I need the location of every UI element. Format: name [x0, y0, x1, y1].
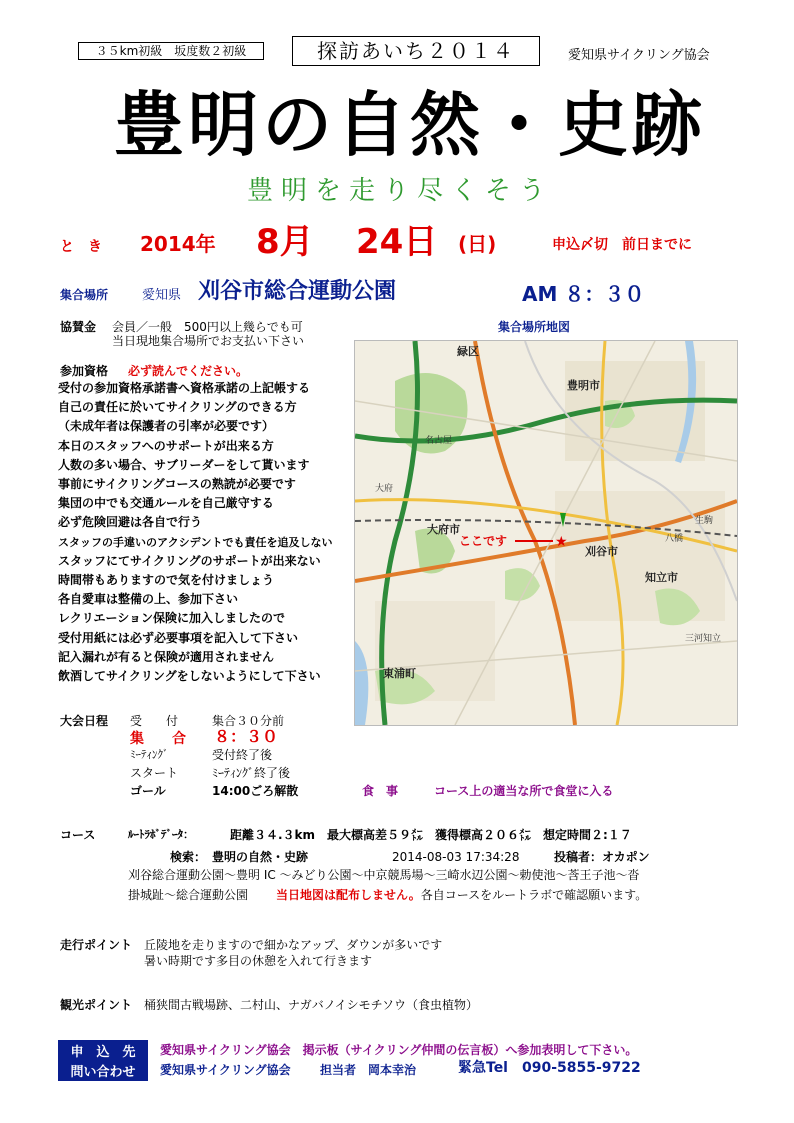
qualification-note: 必ず読んでください。 — [128, 364, 249, 378]
list-item: 受付用紙には必ず必要事項を記入して下さい — [58, 630, 299, 645]
series-title: 探訪あいち２０１４ — [292, 36, 540, 66]
contact-person: 担当者 岡本幸治 — [320, 1063, 417, 1077]
map-label-higashiura: 東浦町 — [383, 667, 416, 680]
course-route-line-1: 刈谷総合運動公園～豊明 IC ～みどり公園～中京競馬場～三崎水辺公園～勅使池～莟王子池～沓 — [128, 868, 640, 882]
qualification-label: 参加資格 — [60, 364, 109, 378]
fee-line-2: 当日現地集合場所でお支払い下さい — [112, 334, 305, 348]
fee-line-1: 会員／一般 500円以上幾らでも可 — [112, 320, 303, 334]
schedule-val-assembly: ８：３０ — [214, 727, 279, 746]
list-item: 受付の参加資格承諾書へ資格承諾の上記帳する — [58, 381, 311, 395]
meeting-place: 刈谷市総合運動公園 — [198, 279, 397, 304]
fee-label: 協賛金 — [60, 320, 97, 334]
map-label-chiryu: 知立市 — [645, 571, 678, 584]
map-label-obu-city: 大府市 — [427, 523, 460, 536]
riding-point-line-2: 暑い時期です多目の休憩を入れて行きます — [144, 954, 373, 968]
no-map-notice: 当日地図は配布しません。 — [276, 888, 421, 902]
riding-point-line-1: 丘陵地を走りますので細かなアップ、ダウンが多いです — [144, 938, 443, 952]
date-weekday: (日) — [458, 232, 497, 256]
map-label-obu: 大府 — [375, 484, 394, 494]
course-route-end: 掛城趾～総合運動公園 — [128, 888, 249, 902]
contact-label: 問い合わせ — [58, 1060, 148, 1081]
map-label-yatsuhashi: 八橋 — [665, 534, 684, 544]
meal-text: コース上の適当な所で食堂に入る — [434, 784, 614, 798]
page-title: 豊明の自然・史跡 — [114, 83, 706, 166]
date-label: と き — [60, 239, 102, 255]
schedule-key-meeting: ﾐｰﾃｨﾝｸﾞ — [130, 748, 169, 761]
list-item: 自己の責任に於いてサイクリングのできる方 — [58, 400, 297, 415]
schedule-val-reception: 集合３０分前 — [212, 714, 285, 728]
map-graphic — [355, 341, 737, 725]
list-item: 飲酒してサイクリングをしないようにして下さい — [58, 669, 321, 684]
list-item: 必ず危険回避は各自で行う — [58, 515, 203, 530]
riding-point-label: 走行ポイント — [60, 938, 133, 952]
sightseeing-text: 桶狭間古戦場跡、二村山、ナガバノイシモチソウ（食虫植物） — [144, 998, 478, 1012]
list-item: 本日のスタッフへのサポートが出来る方 — [58, 438, 274, 453]
contact-org: 愛知県サイクリング協会 — [160, 1063, 291, 1077]
list-item: 事前にサイクリングコースの熟読が必要です — [58, 477, 296, 492]
map-heading: 集合場所地図 — [498, 320, 571, 334]
map-label-kariya: 刈谷市 — [585, 545, 618, 558]
schedule-key-goal: ゴール — [130, 784, 166, 798]
schedule-key-reception: 受 付 — [130, 714, 179, 728]
map-label-nagoya: 名古屋 — [425, 436, 453, 446]
qualification-list — [58, 379, 350, 686]
meeting-prefecture: 愛知県 — [142, 288, 182, 303]
course-search: 検索： 豊明の自然・史跡 — [170, 850, 309, 864]
organizer-name: 愛知県サイクリング協会 — [568, 48, 710, 63]
course-level-tag: ３５km初級 坂度数２初級 — [78, 42, 264, 60]
date-day: 24日 — [356, 222, 438, 262]
meeting-label: 集合場所 — [60, 288, 109, 302]
schedule-key-start: スタート — [130, 766, 179, 780]
page-subtitle: 豊明を走り尽くそう — [246, 176, 553, 206]
map-label-toyoake: 豊明市 — [567, 379, 600, 392]
map-label-mikawa-chiryu: 三河知立 — [685, 634, 722, 644]
list-item: レクリエーション保険に加入しましたので — [58, 611, 286, 626]
map-label-ikoma: 生駒 — [695, 516, 714, 526]
list-item: 時間帯もありますので気を付けましょう — [58, 573, 275, 588]
sightseeing-label: 観光ポイント — [60, 998, 133, 1012]
map-label-midori: 緑区 — [457, 345, 479, 358]
list-item: スタッフの手違いのアクシデントでも責任を追及しない — [58, 535, 333, 549]
application-deadline: 申込〆切 前日までに — [552, 237, 692, 253]
list-item: 記入漏れが有ると保険が適用されません — [58, 649, 275, 664]
list-item: 人数の多い場合、サブリーダーをして貰います — [58, 457, 310, 472]
course-route-line-2 — [128, 886, 647, 904]
course-poster: 投稿者：オカポン — [554, 850, 650, 864]
route-check-notice: 各自コースをルートラボで確認願います。 — [420, 888, 648, 902]
schedule-val-meeting: 受付終了後 — [212, 748, 273, 762]
course-stats: 距離３４.３km 最大標高差５９㍍ 獲得標高２０６㍍ 想定時間２:１７ — [230, 828, 632, 842]
meeting-place-map[interactable] — [354, 340, 738, 726]
date-month: 8月 — [256, 222, 314, 262]
schedule-key-assembly: 集 合 — [130, 731, 186, 747]
schedule-label: 大会日程 — [60, 714, 109, 728]
list-item: 各自愛車は整備の上、参加下さい — [58, 592, 239, 607]
list-item: （未成年者は保護者の引率が必要です） — [58, 419, 275, 434]
apply-text: 愛知県サイクリング協会 掲示板（サイクリング仲間の伝言板）へ参加表明して下さい。 — [160, 1043, 638, 1057]
date-year: 2014年 — [140, 232, 216, 256]
route-lab-label: ﾙｰﾄﾗﾎﾞﾃﾞｰﾀ： — [128, 828, 194, 841]
list-item: 集団の中でも交通ルールを自己厳守する — [58, 496, 274, 511]
meeting-time: AM ８：３０ — [522, 282, 645, 306]
star-icon: ★ — [555, 534, 568, 550]
schedule-val-start: ﾐｰﾃｨﾝｸﾞ終了後 — [212, 766, 291, 780]
contact-tel: 緊急Tel 090-5855-9722 — [458, 1060, 641, 1076]
list-item: スタッフにてサイクリングのサポートが出来ない — [58, 553, 321, 568]
meal-label: 食 事 — [362, 784, 399, 798]
course-label: コース — [60, 828, 96, 842]
map-marker-label: ここです — [459, 534, 508, 548]
course-post-date: 2014-08-03 17:34:28 — [392, 850, 520, 864]
schedule-val-goal: 14:00ごろ解散 — [212, 784, 299, 798]
apply-label: 申 込 先 — [58, 1040, 148, 1061]
